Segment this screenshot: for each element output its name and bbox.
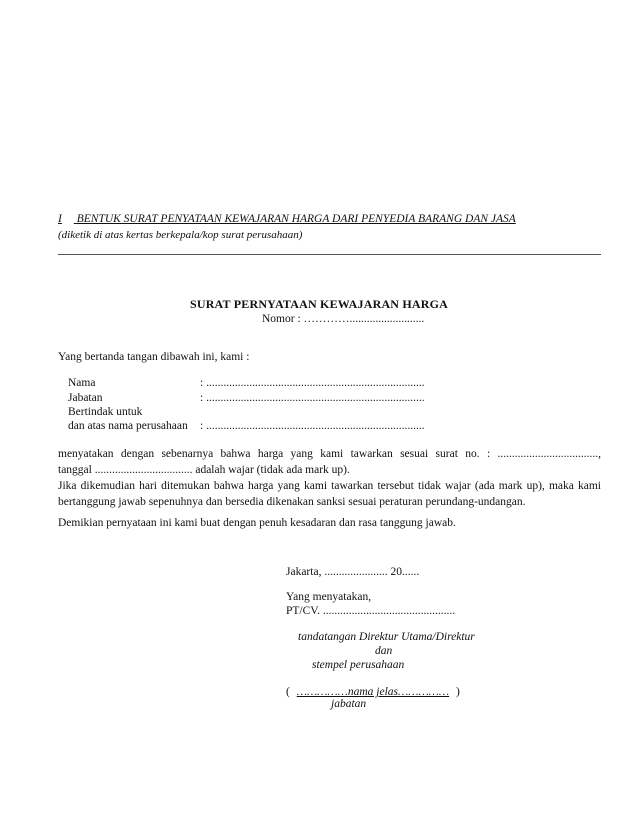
intro-text: Yang bertanda tangan dibawah ini, kami : (58, 351, 250, 363)
stamp-instruction: stempel perusahaan (312, 659, 405, 671)
field-label-perusahaan: dan atas nama perusahaan (68, 420, 188, 432)
statement-line-3: Jika dikemudian hari ditemukan bahwa harga yang kami tawarkan tersebut tidak wajar (ada mark up), maka kami (58, 480, 601, 492)
letterhead-note: (diketik di atas kertas berkepala/kop surat perusahaan) (58, 229, 303, 241)
signatory-name (286, 686, 460, 698)
declarant-label: Yang menyatakan, (286, 591, 372, 603)
letter-number: Nomor : ………….......................... (262, 313, 425, 325)
field-value-perusahaan: : ............................................................................ (200, 420, 425, 432)
place-date: Jakarta, ...................... 20...... (286, 566, 420, 578)
company-name: PT/CV. .............................................. (286, 605, 456, 617)
name-close-paren: ) (456, 686, 460, 698)
field-value-jabatan: : ............................................................................ (200, 392, 425, 404)
closing-text: Demikian pernyataan ini kami buat dengan penuh kesadaran dan rasa tanggung jawab. (58, 517, 456, 529)
header-divider (58, 254, 601, 255)
name-open-paren: ( (286, 686, 290, 698)
field-label-nama: Nama (68, 377, 96, 389)
letter-title: SURAT PERNYATAAN KEWAJARAN HARGA (189, 297, 449, 311)
signature-instruction: tandatangan Direktur Utama/Direktur (298, 631, 475, 643)
signatory-position: jabatan (331, 698, 367, 710)
field-label-jabatan: Jabatan (68, 392, 103, 404)
form-heading (58, 213, 516, 225)
name-placeholder: ……………nama jelas…………… (296, 686, 450, 698)
statement-line-4: bertanggung jawab sepenuhnya dan bersedia dikenakan sanksi sesuai peraturan perundang-undangan. (58, 496, 526, 508)
statement-line-1: menyatakan dengan sebenarnya bahwa harga yang kami tawarkan sesuai surat no. : ..................................., (58, 448, 601, 460)
field-value-nama: : ............................................................................ (200, 377, 425, 389)
field-label-bertindak: Bertindak untuk (68, 406, 143, 418)
signature-instruction-and: dan (375, 645, 393, 657)
statement-line-2: tanggal .................................. adalah wajar (tidak ada mark up). (58, 464, 350, 476)
form-heading-title: BENTUK SURAT PENYATAAN KEWAJARAN HARGA DARI PENYEDIA BARANG DAN JASA (76, 213, 516, 225)
form-numeral: I (58, 213, 62, 225)
